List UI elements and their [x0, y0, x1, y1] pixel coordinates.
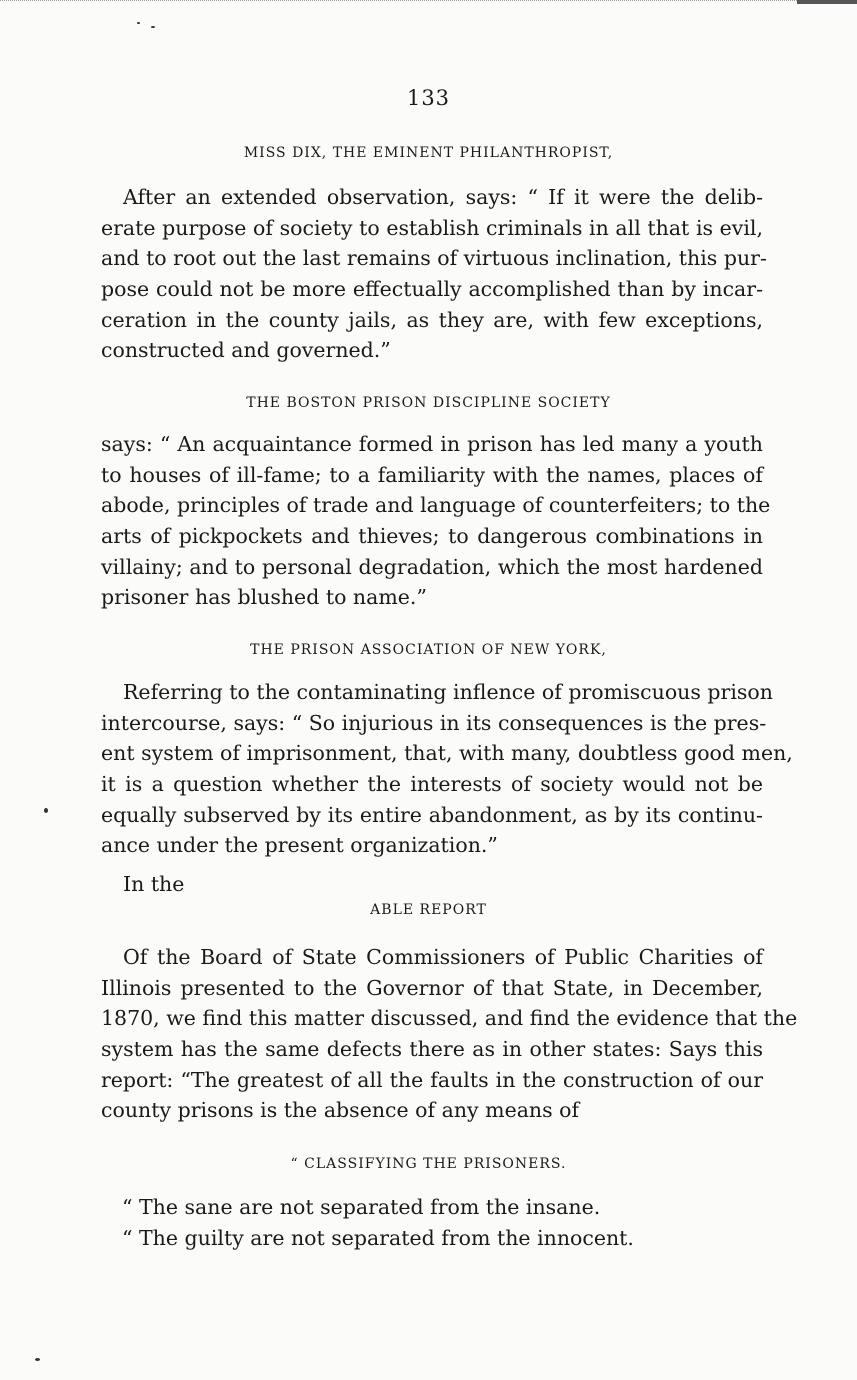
page-number: 133 — [406, 86, 451, 110]
text-line: pose could not be more effectually accomplished than by incar- — [101, 277, 763, 302]
text-line: 1870, we find this matter discussed, and find the evidence that the — [101, 1006, 798, 1031]
text-line: constructed and governed.” — [101, 338, 391, 363]
text-line: In the — [123, 872, 185, 896]
text-line: intercourse, says: “ So injurious in its consequences is the pres- — [101, 710, 767, 735]
text-line: report: “The greatest of all the faults in the construction of our — [101, 1067, 763, 1092]
text-line: arts of pickpockets and thieves; to dangerous combinations in — [101, 524, 763, 549]
ink-speck — [137, 22, 140, 24]
text-line: system has the same defects there as in other states: Says this — [101, 1037, 763, 1062]
text-line: “ The guilty are not separated from the innocent. — [122, 1226, 634, 1250]
section-heading: THE PRISON ASSOCIATION OF NEW YORK, — [250, 642, 607, 658]
section-heading: ABLE REPORT — [370, 902, 487, 918]
text-line: Illinois presented to the Governor of that State, in December, — [101, 975, 763, 1000]
page-top-edge — [0, 0, 857, 4]
text-line: After an extended observation, says: “ If it were the delib- — [123, 185, 763, 209]
text-line: Of the Board of State Commissioners of Public Charities of — [123, 945, 763, 969]
section-heading: MISS DIX, THE EMINENT PHILANTHROPIST, — [243, 145, 614, 161]
text-line: ceration in the county jails, as they are, with few exceptions, — [101, 307, 763, 332]
ink-speck — [35, 1358, 40, 1361]
text-line: Referring to the contaminating inflence of promiscuous prison — [123, 680, 773, 704]
section-heading: THE BOSTON PRISON DISCIPLINE SOCIETY — [246, 395, 611, 411]
text-line: villainy; and to personal degradation, which the most hardened — [101, 554, 763, 579]
text-line: county prisons is the absence of any means of — [101, 1098, 580, 1123]
text-line: it is a question whether the interests of society would not be — [101, 772, 763, 797]
paragraph — [101, 942, 798, 1126]
section-heading: “ CLASSIFYING THE PRISONERS. — [290, 1156, 567, 1172]
text-line: ance under the present organization.” — [101, 833, 498, 858]
paragraph — [101, 182, 767, 366]
scan-edge-mark — [797, 0, 857, 4]
text-line: equally subserved by its entire abandonment, as by its continu- — [101, 802, 763, 827]
paragraph — [101, 677, 793, 861]
ink-speck — [44, 808, 48, 813]
ink-speck — [151, 26, 155, 28]
text-line: “ The sane are not separated from the insane. — [122, 1195, 601, 1219]
text-line: to houses of ill-fame; to a familiarity with the names, places of — [101, 462, 763, 487]
text-line: ent system of imprisonment, that, with many, doubtless good men, — [101, 741, 793, 766]
text-line: abode, principles of trade and language of counterfeiters; to the — [101, 493, 771, 518]
paragraph — [101, 429, 771, 613]
text-line: prisoner has blushed to name.” — [101, 585, 427, 610]
text-line: and to root out the last remains of virtuous inclination, this pur- — [101, 246, 767, 271]
text-line: erate purpose of society to establish criminals in all that is evil, — [101, 215, 763, 240]
text-line: says: “ An acquaintance formed in prison has led many a youth — [101, 432, 763, 456]
